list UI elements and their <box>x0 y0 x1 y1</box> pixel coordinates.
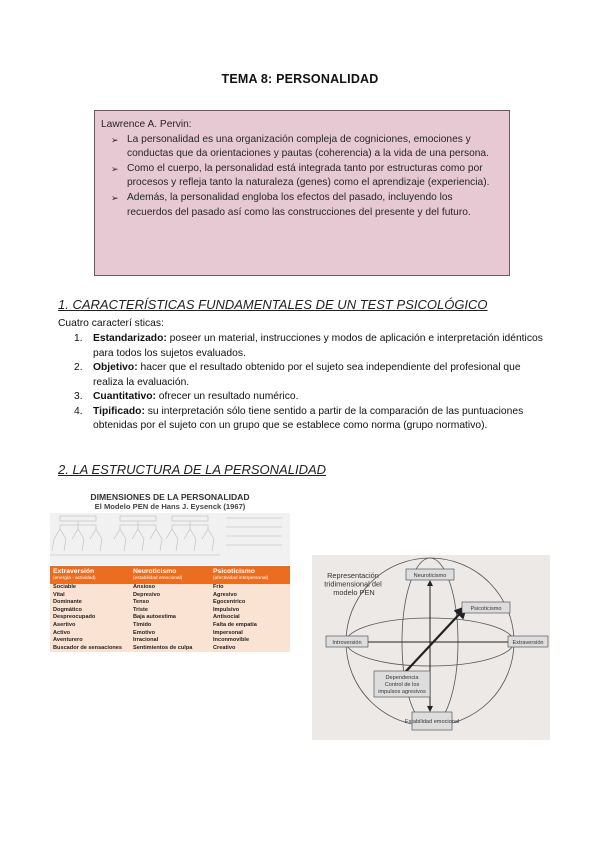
definition-item: ➢ Como el cuerpo, la personalidad está integrada tanto por estructuras como por procesos y refleja tanto la naturaleza (genes) como el aprendizaje (experiencia). <box>111 162 490 189</box>
label-neuroticism: Neuroticismo <box>413 573 447 579</box>
label-lower-line-1: Dependencia <box>385 675 419 681</box>
pen-figure-title: DIMENSIONES DE LA PERSONALIDAD <box>90 492 250 502</box>
pen-sphere-diagram <box>312 555 550 740</box>
list-item: 2. Objetivo: hacer que el resultado obtenido por el sujeto sea independiente del profesional que realiza la evaluación. <box>74 362 521 388</box>
column-header: Extraversión (energía - actividad) <box>50 566 130 584</box>
label-psychoticism: Psicoticismo <box>470 606 502 612</box>
sphere-caption: Representación tridimensional del modelo PEN <box>324 571 382 597</box>
quote-author: Lawrence A. Pervin: <box>101 119 192 130</box>
section-heading-2: 2. LA ESTRUCTURA DE LA PERSONALIDAD <box>58 462 327 477</box>
column-header: Neuroticismo (estabilidad emocional) <box>130 566 210 584</box>
column-header: Psicoticismo (afectividad interpersonal) <box>210 566 290 584</box>
arrow-bullet-icon: ➢ <box>111 163 119 174</box>
list-item: 4. Tipificado: su interpretación sólo tiene sentido a partir de la comparación de las puntuaciones obtenidas por el sujeto con un grupo que se establece como norma (grupo normativo). <box>74 405 524 431</box>
pen-traits-table <box>50 566 290 652</box>
definition-item: ➢ Además, la personalidad engloba los efectos del pasado, incluyendo los recuerdos del pasado así como las construcciones del presente y del futuro. <box>111 191 471 218</box>
table-row: Activo Emotivo Impersonal <box>50 630 290 638</box>
section-heading-1: 1. CARACTERÍSTICAS FUNDAMENTALES DE UN TEST PSICOLÓGICO <box>58 297 488 312</box>
label-lower-line-2: Control de los <box>384 682 420 688</box>
table-row: Buscador de sensaciones Sentimientos de culpa Creativo <box>50 645 290 653</box>
label-stability: Estabilidad emocional <box>404 719 460 725</box>
definition-list <box>101 133 499 221</box>
pen-figure-subtitle: El Modelo PEN de Hans J. Eysenck (1967) <box>94 502 246 511</box>
arrow-bullet-icon: ➢ <box>111 134 119 145</box>
table-row: Despreocupado Baja autoestima Antisocial <box>50 614 290 622</box>
table-row: Aventurero Irracional Inconmovible <box>50 637 290 645</box>
page-title: TEMA 8: PERSONALIDAD <box>221 72 379 86</box>
label-extraversion: Extraversión <box>512 640 544 646</box>
characteristics-list <box>58 332 544 434</box>
label-lower-line-3: impulsos agresivos <box>378 689 426 695</box>
pen-dimensions-figure <box>50 492 290 674</box>
table-row: Vital Depresivo Agresivo <box>50 592 290 600</box>
list-item: 3. Cuantitativo: ofrecer un resultado numérico. <box>74 391 299 402</box>
definition-item: ➢ La personalidad es una organización compleja de cogniciones, emociones y conductas que da orientaciones y pautas (coherencia) a la vida de una persona. <box>111 133 489 160</box>
table-row: Dominante Tenso Egocentrico <box>50 599 290 607</box>
definition-box <box>94 110 510 276</box>
table-row: Sociable Ansioso Frío <box>50 584 290 592</box>
table-row: Asertivo Tímido Falta de empatía <box>50 622 290 630</box>
list-item: 1. Estandarizado: poseer un material, instrucciones y modos de aplicación e interpretación idénticos para todos los sujetos evaluados. <box>74 333 543 359</box>
section-intro: Cuatro caracterí sticas: <box>58 318 164 329</box>
hierarchy-diagram <box>50 513 290 565</box>
label-introversion: Introversión <box>332 640 362 646</box>
table-row: Dogmático Triste Impulsivo <box>50 607 290 615</box>
arrow-bullet-icon: ➢ <box>111 192 119 203</box>
